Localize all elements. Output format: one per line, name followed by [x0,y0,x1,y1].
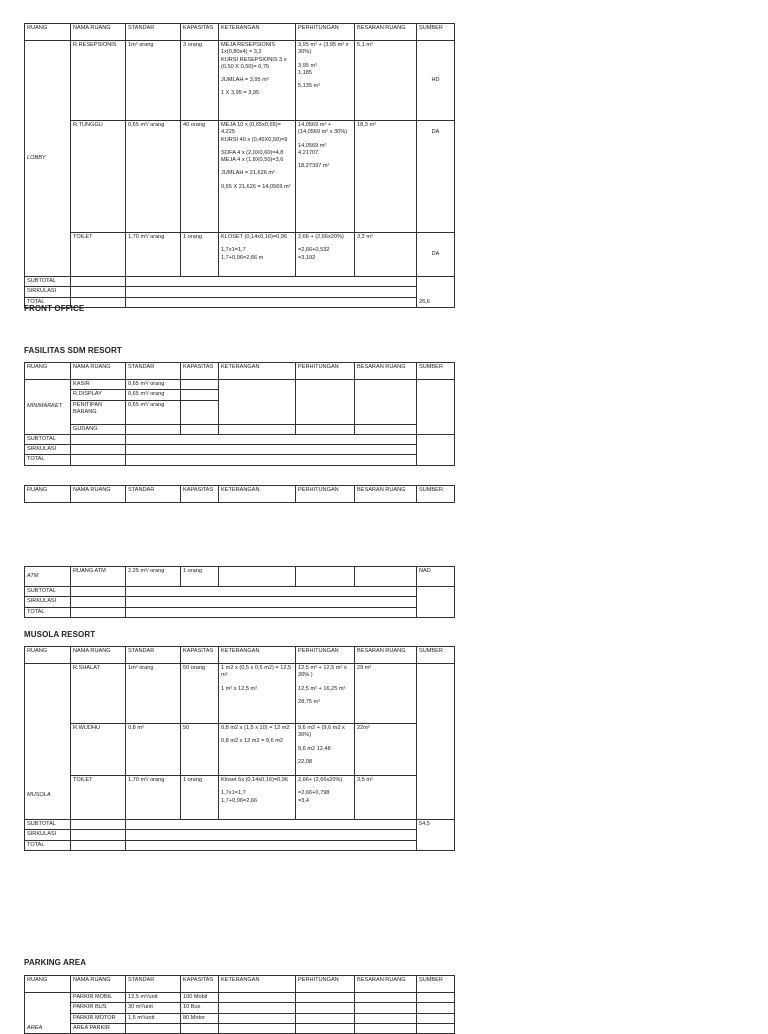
cell-line: 1 m² x 12,5 m² [221,685,258,692]
table-row [25,121,455,233]
besaran-cell: 3,2 m² [355,233,417,277]
header-cell: STANDAR [126,647,181,664]
table-row [25,1023,455,1033]
table-row [25,1013,455,1023]
header-cell: STANDAR [126,976,181,993]
standar-cell: 0,65 m²/ orang [126,380,181,390]
keterangan-cell [219,121,296,233]
header-cell: SUMBER [417,647,455,664]
standar-cell: 0,8 m² [126,724,181,776]
cell-line: 1 X 3,95 = 3,95 [221,90,260,97]
foot-label: TOTAL [25,607,71,617]
cell-line: =2,66+0,532 [298,247,330,254]
cell-line: 3,95 m² + (3,95 m² x 30%) [298,42,349,56]
header-cell: KETERANGAN [219,24,296,41]
kapasitas-cell: 3 orang [181,41,219,121]
cell-line: =3,4 [298,797,310,804]
cell-line: SOFA 4 x (2,0X0,60)=4,8 [221,149,284,156]
parking-table [24,975,455,1034]
header-cell: RUANG [25,647,71,664]
kapasitas-cell: 10 Bus [181,1003,219,1013]
cell-line: MEJA 10 x (0,65x0,65)= 4,225 [221,122,281,136]
cell-line: Kloset 6x (0,14x0,16)=0,96 [221,777,289,783]
standar-cell: 0,65 m²/ orang [126,400,181,424]
kapasitas-cell: 50 orang [181,664,219,724]
header-cell: NAMA RUANG [71,976,126,993]
cell-line: KURSI RESEPSIONIS 3 x (0,50 X 0,50)= 0,75 [221,56,287,70]
name-cell: R.WUDHU [71,724,126,776]
header-cell: KAPASITAS [181,24,219,41]
header-cell: KETERANGAN [219,976,296,993]
header-cell: BESARAN RUANG [355,363,417,380]
header-cell: KAPASITAS [181,486,219,503]
header-only-table [24,485,455,503]
section-title: FASILITAS SDM RESORT [24,346,122,355]
room-cell: LOBBY [25,41,71,277]
header-cell: NAMA RUANG [71,24,126,41]
table-header-row [25,486,455,503]
sirkulasi-row [25,445,455,455]
name-cell: RUANG ATM [71,567,126,587]
kapasitas-cell: 40 orang [181,121,219,233]
header-cell: PERHITUNGAN [296,976,355,993]
header-cell: STANDAR [126,486,181,503]
standar-cell: 1,70 m²/ orang [126,233,181,277]
foot-label: SUBTOTAL [25,587,71,597]
cell-line: JUMLAH = 3,95 m² [221,77,269,84]
section-title: MUSOLA RESORT [24,630,96,639]
name-cell: PARKIR MOBIL [71,993,126,1003]
perhitungan-cell [296,664,355,724]
foot-label: TOTAL [25,840,71,850]
room-cell: ATM [25,567,71,587]
foot-label: SIRKULASI [25,287,71,297]
table-header-row [25,647,455,664]
header-cell: KAPASITAS [181,647,219,664]
kapasitas-cell: 1 orang [181,567,219,587]
cell-line: KLOSET (0,14x0,16)=0,96 [221,234,287,240]
total-row [25,840,455,850]
name-cell: PARKIR BUS [71,1003,126,1013]
name-cell: R.TUNGGU [71,121,126,233]
cell-line: 2,66 + (2,66x20%) [298,234,344,240]
total-value: 26,6 [417,277,455,308]
cell-line: 0,8 m2 x (1,5 x 10) = 12 m2 [221,725,290,731]
cell-line: 28,75 m² [298,698,321,705]
header-cell: NAMA RUANG [71,486,126,503]
cell-line: 14,0569 m² + (14,0569 m² x 30%) [298,122,348,136]
name-cell: R.DISPLAY [71,390,126,400]
cell-line: 1 m2 x (0,5 x 0,5 m2) = 12,5 m² [221,665,292,679]
foot-label: SUBTOTAL [25,434,71,444]
front-office-table [24,23,455,308]
cell-line: 3,95 m² [298,62,317,69]
keterangan-cell [219,41,296,121]
header-cell: PERHITUNGAN [296,24,355,41]
sumber-cell: DA [417,233,455,277]
foot-label: TOTAL [25,455,71,465]
header-cell: SUMBER [417,363,455,380]
cell-line: =3,192 [298,254,316,261]
cell-line: 9,6 m2 + (9,6 m2 x 30%) [298,725,345,739]
subtotal-row [25,277,455,287]
cell-line: 1,7+0,96=2,66 [221,797,258,804]
sirkulasi-row [25,597,455,607]
cell-line: 9,6 m2 12,48 [298,745,331,752]
header-cell: KAPASITAS [181,363,219,380]
subtotal-row [25,820,455,830]
standar-cell: 0,65 m²/ orang [126,390,181,400]
table-row [25,424,455,434]
kapasitas-cell: 1 orang [181,233,219,277]
header-cell: KAPASITAS [181,976,219,993]
header-cell: RUANG [25,363,71,380]
name-cell: AREA PARKIR [71,1023,126,1033]
total-row [25,455,455,465]
table-row [25,776,455,820]
name-cell: TOILET [71,233,126,277]
cell-line: 1,185 [298,69,312,76]
cell-line: 18,27397 m² [298,163,330,170]
header-cell: STANDAR [126,363,181,380]
cell-line: 1,7+0,96=2,66 m [221,254,264,261]
header-cell: RUANG [25,486,71,503]
sirkulasi-row [25,830,455,840]
header-cell: RUANG [25,976,71,993]
name-cell: TOILET [71,776,126,820]
cell-line: 14,0569 m² [298,142,327,149]
cell-line: 5,135 m² [298,83,321,90]
foot-label: SUBTOTAL [25,277,71,287]
table-header-row [25,976,455,993]
header-cell: KETERANGAN [219,363,296,380]
atm-table [24,566,455,618]
table-header-row [25,363,455,380]
keterangan-cell [219,664,296,724]
header-cell: PERHITUNGAN [296,486,355,503]
besaran-cell: 22m² [355,724,417,776]
cell-line: 1,7x1=1,7 [221,247,246,254]
total-value: 54,5 [417,820,455,851]
table-header-row [25,24,455,41]
header-cell: SUMBER [417,486,455,503]
cell-line: 1,7x1=1,7 [221,790,246,797]
standar-cell: 1m² orang [126,41,181,121]
perhitungan-cell [296,121,355,233]
header-cell: RUANG [25,24,71,41]
cell-line: 12,5 m² + 12,5 m² x 30% ) [298,665,347,679]
name-cell: R.SHALAT [71,664,126,724]
sumber-cell: DA [417,121,455,233]
header-cell: SUMBER [417,24,455,41]
besaran-cell: 5,1 m² [355,41,417,121]
header-cell: SUMBER [417,976,455,993]
sumber-cell [417,664,455,820]
header-cell: KETERANGAN [219,486,296,503]
header-cell: STANDAR [126,24,181,41]
table-row [25,41,455,121]
total-row [25,297,455,307]
table-row [25,233,455,277]
standar-cell: 2,25 m²/ orang [126,567,181,587]
section-title: FRONT OFFICE [24,304,85,313]
cell-line: 2,66+ (2,66x20%) [298,777,343,783]
room-cell: AREA [25,993,71,1034]
sumber-cell: HD [417,41,455,121]
cell-line: =2,66+0,798 [298,790,330,797]
table-row [25,993,455,1003]
header-cell: KETERANGAN [219,647,296,664]
name-cell: PENITIPAN BARANG [71,400,126,424]
kapasitas-cell: 1 orang [181,776,219,820]
table-row [25,664,455,724]
name-cell: GUDANG [71,424,126,434]
table-row [25,567,455,587]
header-cell: PERHITUNGAN [296,647,355,664]
room-cell: MUSOLA [25,664,71,820]
cell-line: MEJA RESEPSIONIS 1x(0,80x4) = 3,2 [221,42,276,56]
table-row [25,380,455,390]
perhitungan-cell [296,724,355,776]
perhitungan-cell [296,776,355,820]
kapasitas-cell: 80 Motor [181,1013,219,1023]
name-cell: PARKIR MOTOR [71,1013,126,1023]
header-cell: PERHITUNGAN [296,363,355,380]
foot-label: SUBTOTAL [25,820,71,830]
section-title: PARKING AREA [24,958,87,967]
table-row [25,1003,455,1013]
name-cell: KASIR [71,380,126,390]
keterangan-cell [219,233,296,277]
cell-line: 4,21707 [298,149,319,156]
keterangan-cell [219,724,296,776]
cell-line: 22,08 [298,758,312,765]
kapasitas-cell: 50 [181,724,219,776]
cell-line: 12,5 m² + 16,25 m² [298,685,346,692]
subtotal-row [25,434,455,444]
header-cell: BESARAN RUANG [355,647,417,664]
standar-cell: 1,70 m²/ orang [126,776,181,820]
header-cell: BESARAN RUANG [355,486,417,503]
cell-line: KURSI 40 x (0,45X0,50)=9 [221,136,288,143]
perhitungan-cell [296,233,355,277]
subtotal-row [25,587,455,597]
kapasitas-cell: 100 Mobil [181,993,219,1003]
standar-cell: 1m² orang [126,664,181,724]
foot-label: SIRKULASI [25,830,71,840]
minimarket-table [24,362,455,466]
cell-line: 0,65 X 21,626 = 14,0569 m² [221,183,291,190]
besaran-cell: 3,5 m² [355,776,417,820]
name-cell: R.RESEPSIONIS [71,41,126,121]
foot-label: SIRKULASI [25,597,71,607]
cell-line: 0,8 m2 x 12 m2 = 9,6 m2 [221,738,284,745]
standar-cell: 1,5 m²/unit [126,1013,181,1023]
header-cell: BESARAN RUANG [355,24,417,41]
besaran-cell: 18,3 m² [355,121,417,233]
room-cell: MINIMARKET [25,380,71,435]
foot-label: TOTAL [25,297,71,307]
musola-table [24,646,455,851]
cell-line: JUMLAH = 21,626 m² [221,170,275,177]
header-cell: BESARAN RUANG [355,976,417,993]
perhitungan-cell [296,41,355,121]
standar-cell: 30 m²/unit [126,1003,181,1013]
cell-line: MEJA 4 x (1,8X0,50)=3,6 [221,157,284,164]
standar-cell: 12,5 m²/unit [126,993,181,1003]
standar-cell: 0,65 m²/ orang [126,121,181,233]
besaran-cell: 29 m² [355,664,417,724]
keterangan-cell [219,776,296,820]
foot-label: SIRKULASI [25,445,71,455]
total-row [25,607,455,617]
sumber-cell: NAD [417,567,455,587]
header-cell: NAMA RUANG [71,363,126,380]
header-cell: NAMA RUANG [71,647,126,664]
sirkulasi-row [25,287,455,297]
table-row [25,724,455,776]
